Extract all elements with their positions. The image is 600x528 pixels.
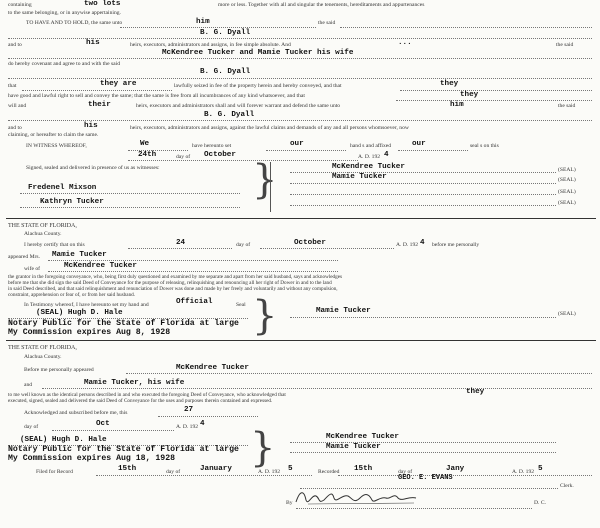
deed-line-5c: the said: [556, 42, 574, 48]
ack2-known-1: to me well known as the identical persons described in and who executed the foregoing Deed of Conveyance, who acknowledged that: [8, 392, 286, 398]
deed-his-1: his: [86, 39, 100, 47]
deed-we: We: [140, 140, 150, 148]
deed-our-2: our: [412, 140, 426, 148]
ack1-test-a: In Testimony whereof, I have hereunto set my hand and: [24, 302, 149, 308]
deed-line-3a: TO HAVE AND TO HOLD, the same unto: [26, 20, 123, 26]
rec-day: 15th: [354, 465, 373, 473]
ack2-sub-month: Oct: [96, 420, 110, 428]
ack2-signer-1: McKendree Tucker: [326, 433, 399, 441]
ack1-body-2: before me that she did sign the said Deed of Conveyance for the purpose of releasing, relinquishing and renouncing all her right of Dower in and to the land: [8, 280, 332, 286]
ack2-notary-exp: My Commission expires Aug 18, 1928: [8, 454, 176, 463]
ack1-state: THE STATE OF FLORIDA,: [8, 223, 77, 229]
deed-line-8a: have good and lawful right to sell and convey the same; that the same is free from all incumbrances of any kind whatsoever, and that: [8, 93, 305, 99]
ack1-wife-name: McKendree Tucker: [64, 262, 137, 270]
deed-line-13c: hand s and affixed: [350, 143, 392, 149]
deed-line-14b: A. D. 192: [358, 154, 381, 160]
deed-his-2: his: [84, 122, 98, 130]
deed-line-7a: that: [8, 83, 17, 89]
deed-signer-1: McKendree Tucker: [332, 163, 405, 171]
ack1-body-4: constraint, apprehension or fear of, or from her said husband.: [8, 292, 136, 298]
deed-seal-1: (SEAL): [558, 167, 576, 173]
rec-year: 5: [538, 465, 543, 473]
ack1-seal: (SEAL): [558, 311, 576, 317]
deed-sign-day: 24th: [138, 151, 157, 159]
filed-year: 5: [288, 465, 293, 473]
ack2-notary-title: Notary Public for the State of Florida at large: [8, 445, 239, 454]
ack2-before-a: Before me personally appeared: [24, 367, 94, 373]
ack1-cert-d: before me personally: [432, 242, 480, 248]
deed-line-5a: and to: [8, 42, 22, 48]
filed-a: Filed for Record: [36, 469, 73, 475]
deed-signer-2: Mamie Tucker: [332, 173, 387, 181]
rec-c: A. D. 192: [512, 469, 535, 475]
deed-line-1c: more or less. Together with all and singular the tenements, hereditaments and appurtenances: [218, 2, 425, 8]
ack2-signer-2: Mamie Tucker: [326, 443, 381, 451]
deed-him-2: him: [450, 101, 464, 109]
ack1-cert-a: I hereby certify that on this: [24, 242, 85, 248]
ack1-appeared-a: appeared Mrs.: [8, 254, 40, 260]
ack2-state: THE STATE OF FLORIDA,: [8, 345, 77, 351]
deed-they-are: they are: [100, 80, 137, 88]
deed-grantee-2: B. G. Dyall: [200, 68, 251, 76]
deed-line-5b: heirs, executors, administrators and assigns, in fee simple absolute. And: [130, 42, 291, 48]
deed-they-1: they: [440, 80, 459, 88]
deed-grantee-1: B. G. Dyall: [200, 29, 251, 37]
filed-c: A. D. 192: [258, 469, 281, 475]
filed-b: day of: [166, 469, 181, 475]
deed-sign-year: 4: [384, 151, 389, 159]
ack1-body-3: in said Deed described, and that said relinquishment and renunciation of Dower was done and made by her freely and voluntarily and without any compulsion,: [8, 286, 338, 292]
ack2-county: Alachua County.: [24, 354, 62, 360]
deed-line-7b: lawfully seized in fee of the property herein and hereby conveyed, and that: [174, 83, 342, 89]
ack1-brace: }: [252, 293, 278, 339]
deed-grantors: McKendree Tucker and Mamie Tucker his wife: [162, 49, 354, 57]
witness-1: Fredenel Mixson: [28, 184, 97, 192]
ack1-county: Alachua County.: [24, 231, 62, 237]
ack2-and-a: and: [24, 382, 33, 388]
ack2-and-name: Mamie Tucker, his wife: [84, 379, 185, 387]
ack2-sub-day: 27: [184, 406, 194, 414]
deed-brace: }: [252, 157, 278, 203]
deed-line-12: claiming, or hereafter to claim the same.: [8, 132, 99, 138]
deed-line-11b: heirs, executors, administrators and assigns, against the lawful claims and demands of any and all persons whomsoever, now: [130, 125, 409, 131]
ack1-cert-b: day of: [236, 242, 251, 248]
filed-month: January: [200, 465, 232, 473]
ack1-wife-a: wife of: [24, 266, 40, 272]
deed-line-13d: seal s on this: [470, 143, 499, 149]
ack1-notary-title: Notary Public for the State of Florida at large: [8, 319, 239, 328]
by-label: By: [286, 500, 293, 506]
deed-seal-3: (SEAL): [558, 189, 576, 195]
deed-grantee-3: B. G. Dyall: [204, 111, 255, 119]
deed-him-1: him: [196, 18, 210, 26]
deed-our-1: our: [290, 140, 304, 148]
deed-line-9c: the said: [558, 103, 576, 109]
deed-lots: two lots: [84, 0, 121, 8]
ack1-body-1: the grantor in the foregoing conveyance, who, being first duly questioned and examined by me separate and apart from her said husband, says and acknowledges: [8, 274, 343, 280]
ack1-notary-exp: My Commission expires Aug 8, 1928: [8, 328, 171, 337]
ack2-sub2-b: A. D. 192: [176, 424, 199, 430]
deed-dots: ...: [398, 39, 412, 47]
deed-line-14a: day of: [176, 154, 191, 160]
ack2-brace: }: [250, 425, 276, 471]
deed-line-2: to the same belonging, or in anywise appertaining.: [8, 10, 121, 16]
deed-their: their: [88, 101, 111, 109]
deed-seal-4: (SEAL): [558, 200, 576, 206]
deed-sign-month: October: [204, 151, 236, 159]
filed-day: 15th: [118, 465, 137, 473]
deed-line-1a: containing: [8, 2, 32, 8]
deed-they-2: they: [460, 91, 479, 99]
deed-line-15: Signed, sealed and delivered in presence of us as witnesses:: [26, 165, 160, 171]
ack2-they: they: [466, 388, 485, 396]
deed-line-13a: IN WITNESS WHEREOF,: [26, 143, 87, 149]
deed-line-9b: heirs, executors and administrators shall and will forever warrant and defend the same unto: [136, 103, 341, 109]
ack1-notary-name: (SEAL) Hugh D. Hale: [36, 309, 123, 317]
ack2-known-2: executed, signed, sealed and delivered the said Deed of Conveyance for the uses and purposes therein contained and expressed.: [8, 398, 273, 404]
ack2-notary-name: (SEAL) Hugh D. Hale: [20, 436, 107, 444]
witness-2: Kathryn Tucker: [40, 198, 104, 206]
clerk-name: GEO. E. EVANS: [398, 474, 453, 482]
ack2-sub-year: 4: [200, 420, 205, 428]
deed-seal-2: (SEAL): [558, 177, 576, 183]
ack1-cert-c: A. D. 192: [396, 242, 419, 248]
dc-label: D. C.: [534, 500, 546, 506]
ack2-sub2-a: day of: [24, 424, 39, 430]
ack2-before-name: McKendree Tucker: [176, 364, 249, 372]
deputy-signature: [294, 486, 422, 508]
clerk-label: Clerk.: [560, 483, 574, 489]
ack1-signer: Mamie Tucker: [316, 307, 371, 315]
ack2-sub-a: Acknowledged and subscribed before me, this: [24, 410, 128, 416]
ack1-official: Official: [176, 298, 213, 306]
deed-line-6a: do hereby covenant and agree to and with the said: [8, 61, 120, 67]
ack1-year: 4: [420, 239, 425, 247]
rec-b: day of: [398, 469, 413, 475]
deed-line-9a: will and: [8, 103, 27, 109]
rec-month: Jany: [446, 465, 465, 473]
ack1-appeared-name: Mamie Tucker: [52, 251, 107, 259]
ack1-month: October: [294, 239, 326, 247]
deed-line-13b: have hereunto set: [192, 143, 232, 149]
rec-a: Recorded: [318, 469, 340, 475]
deed-line-11a: and to: [8, 125, 22, 131]
ack1-test-b: Seal: [236, 302, 246, 308]
ack1-day: 24: [176, 239, 186, 247]
deed-line-3b: the said: [318, 20, 336, 26]
